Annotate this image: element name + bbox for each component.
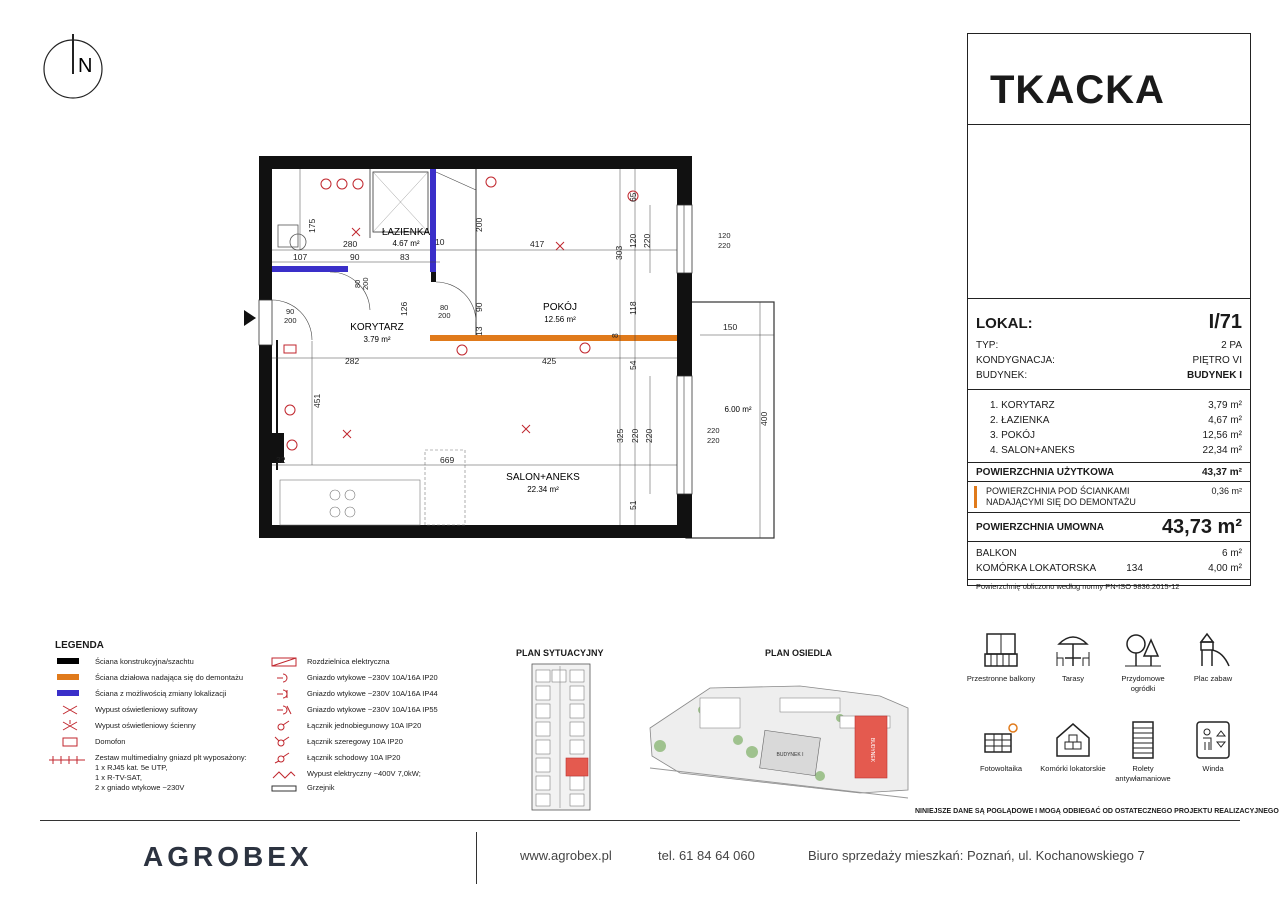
balcony-row — [968, 546, 1250, 561]
legend-item: 1 x RJ45 kat. 5e UTP, — [95, 763, 168, 772]
dim: 150 — [723, 322, 738, 332]
balcony-icon — [981, 630, 1021, 670]
dim: 120 — [718, 231, 731, 240]
kondygnacja-value: PIĘTRO VI — [1192, 355, 1242, 366]
dim: 32 — [276, 455, 286, 465]
dim: 220 — [642, 233, 652, 248]
dim: 669 — [440, 455, 455, 465]
dim: 417 — [530, 239, 545, 249]
amenity-elevator — [1178, 720, 1248, 774]
balcony-area: 6.00 m² — [724, 405, 752, 414]
dim: 220 — [644, 428, 654, 443]
room-list-item — [968, 428, 1250, 443]
balcony-value: 6 m² — [1222, 548, 1242, 559]
amenity-label: Plac zabaw — [1193, 674, 1233, 683]
amenity-playground — [1178, 630, 1248, 684]
dim: 51 — [628, 500, 638, 510]
project-title: TKACKA — [990, 68, 1165, 112]
panel-spacer — [968, 125, 1250, 299]
room-name-salon: SALON+ANEKS — [506, 472, 580, 483]
brand-logo: AGROBEX — [143, 841, 313, 872]
room-list-area: 4,67 m² — [1208, 415, 1242, 426]
demolish-wall-swatch — [57, 674, 79, 680]
budynek-value: BUDYNEK I — [1186, 370, 1242, 381]
legend-item: Wypust oświetleniowy ścienny — [95, 721, 196, 730]
room-list-area: 3,79 m² — [1208, 400, 1242, 411]
dim: 303 — [614, 245, 624, 260]
typ-value: 2 PA — [1221, 340, 1242, 351]
dim: 120 — [628, 233, 638, 248]
storage-value: 4,00 m² — [1208, 563, 1242, 574]
dim: 200 — [438, 311, 451, 320]
dim: 451 — [312, 393, 322, 408]
elevator-icon — [1193, 720, 1233, 760]
lokal-value: I/71 — [1208, 311, 1242, 333]
compass-north-icon — [40, 32, 106, 102]
legend-item: Ściana konstrukcyjna/szachtu — [95, 657, 194, 666]
storage-number: 134 — [1126, 563, 1143, 574]
usable-area-label: POWIERZCHNIA UŻYTKOWA — [976, 466, 1114, 478]
room-list-item — [968, 413, 1250, 428]
sales-office-address: Biuro sprzedaży mieszkań: Poznań, ul. Kochanowskiego 7 — [808, 848, 1145, 863]
norm-note: Powierzchnię obliczono według normy PN-ISO 9836:2015-12 — [968, 579, 1250, 593]
room-name-pokoj: POKÓJ — [543, 302, 577, 313]
estate-building-label: BUDYNEK — [869, 737, 875, 763]
solar-panel-icon — [981, 720, 1021, 760]
situational-plan-map — [528, 662, 594, 812]
legend-item: 1 x R-TV-SAT, — [95, 773, 142, 782]
dim: 200 — [474, 217, 484, 232]
typ-row — [968, 338, 1250, 353]
blinds-icon — [1123, 720, 1163, 760]
footer-divider — [40, 820, 1240, 821]
room-list-item — [968, 398, 1250, 413]
legend-title: LEGENDA — [55, 640, 104, 651]
dim: 126 — [399, 301, 409, 316]
demolishable-value: 0,36 m² — [1211, 486, 1242, 496]
kondygnacja-label: KONDYGNACJA: — [976, 355, 1055, 366]
dim: 54 — [628, 360, 638, 370]
dim: 10 — [435, 237, 445, 247]
room-list-area: 22,34 m² — [1202, 445, 1242, 456]
room-list-label: 4. SALON+ANEKS — [990, 445, 1075, 456]
structural-wall-swatch — [57, 658, 79, 664]
amenity-balconies — [966, 630, 1036, 684]
radiator-icon — [271, 785, 297, 793]
contract-area-row — [968, 512, 1250, 542]
estate-plan-map — [640, 668, 920, 808]
room-list-item — [968, 443, 1250, 458]
dim: 220 — [707, 426, 720, 435]
storage-row — [968, 561, 1250, 576]
demolishable-label-2: NADAJĄCYMI SIĘ DO DEMONTAŻU — [986, 497, 1136, 507]
amenity-label: Przydomowe ogródki — [1121, 674, 1165, 693]
dim: 80 — [440, 303, 449, 312]
amenity-label: Tarasy — [1061, 674, 1085, 683]
demolishable-walls-row — [968, 482, 1250, 512]
dim: 80 — [353, 279, 362, 288]
multimedia-outlet-icon — [47, 752, 87, 766]
room-area-pokoj: 12.56 m² — [544, 315, 576, 324]
room-area-salon: 22.34 m² — [527, 485, 559, 494]
single-switch-icon — [273, 720, 293, 732]
contract-area-value: 43,73 m² — [1161, 515, 1242, 538]
intercom-icon — [59, 736, 81, 748]
socket-ip55-icon — [273, 704, 293, 716]
dim: 13 — [474, 326, 484, 336]
amenity-label: Rolety antywłamaniowe — [1115, 764, 1171, 783]
amenity-storage — [1038, 720, 1108, 774]
legend-item: Gniazdo wtykowe ~230V 10A/16A IP44 — [307, 689, 438, 698]
socket-ip20-icon — [273, 672, 293, 684]
room-list — [968, 389, 1250, 458]
dim: 220 — [718, 241, 731, 250]
legend-item: Domofon — [95, 737, 126, 746]
dim: 280 — [343, 239, 358, 249]
contract-area-label: POWIERZCHNIA UMOWNA — [976, 521, 1104, 533]
amenity-terraces — [1038, 630, 1108, 684]
orange-wall-swatch — [974, 486, 977, 508]
power-outlet-400v-icon — [271, 768, 297, 780]
socket-ip44-icon — [273, 688, 293, 700]
lokal-label: LOKAL: — [976, 315, 1033, 332]
legend-item: Gniazdo wtykowe ~230V 10A/16A IP20 — [307, 673, 438, 682]
dim: 325 — [615, 428, 625, 443]
storage-label: KOMÓRKA LOKATORSKA — [976, 563, 1097, 574]
kondygnacja-row — [968, 353, 1250, 368]
usable-area-row — [968, 462, 1250, 482]
balcony-label: BALKON — [976, 548, 1017, 559]
ceiling-light-icon — [59, 704, 81, 716]
dim: 175 — [307, 218, 317, 233]
dim: 282 — [345, 356, 360, 366]
budynek-label: BUDYNEK: — [976, 370, 1028, 381]
dim: 65 — [628, 192, 638, 202]
amenity-label: Winda — [1202, 764, 1224, 773]
distribution-board-icon — [271, 657, 297, 667]
wall-light-icon — [59, 720, 81, 732]
series-switch-icon — [273, 736, 293, 748]
footer-vertical-divider — [476, 832, 477, 884]
dim: 90 — [350, 252, 360, 262]
dim: 425 — [542, 356, 557, 366]
floor-plan — [240, 150, 780, 545]
storage-icon — [1053, 720, 1093, 760]
unit-info-panel — [967, 33, 1251, 591]
playground-icon — [1193, 630, 1233, 670]
lokal-row — [968, 311, 1250, 334]
legend-item: Łącznik jednobiegunowy 10A IP20 — [307, 721, 422, 730]
situational-plan-title: PLAN SYTUACYJNY — [516, 648, 604, 658]
legend — [45, 640, 485, 800]
estate-building-label: BUDYNEK I — [776, 752, 804, 758]
legend-item: Łącznik schodowy 10A IP20 — [307, 753, 401, 762]
legend-item: Grzejnik — [307, 783, 335, 792]
compass-label: N — [78, 55, 93, 77]
dim: 200 — [361, 277, 370, 290]
dim: 400 — [759, 411, 769, 426]
room-name-lazienka: ŁAZIENKA — [381, 227, 431, 238]
legend-item: Zestaw multimedialny gniazd plt wyposażony: — [95, 753, 247, 762]
dim: 8 — [610, 333, 620, 338]
project-title-box — [968, 34, 1250, 125]
room-list-label: 3. POKÓJ — [990, 430, 1036, 441]
dim: 220 — [707, 436, 720, 445]
amenity-label: Komórki lokatorskie — [1040, 764, 1106, 773]
budynek-row — [968, 368, 1250, 383]
stair-switch-icon — [273, 752, 293, 764]
phone-number[interactable]: tel. 61 84 64 060 — [658, 848, 755, 863]
room-list-label: 1. KORYTARZ — [990, 400, 1055, 411]
dim: 220 — [630, 428, 640, 443]
dim: 200 — [284, 316, 297, 325]
terrace-icon — [1053, 630, 1093, 670]
movable-wall-swatch — [57, 690, 79, 696]
legend-item: Wypust elektryczny ~400V 7,0kW; — [307, 769, 421, 778]
legend-item: Ściana działowa nadająca się do demontażu — [95, 673, 244, 682]
legend-item: Rozdzielnica elektryczna — [307, 657, 390, 666]
room-list-area: 12,56 m² — [1202, 430, 1242, 441]
disclaimer: NINIEJSZE DANE SĄ POGLĄDOWE I MOGĄ ODBIEGAĆ OD OSTATECZNEGO PROJEKTU REALIZACYJNEGO — [915, 808, 1279, 815]
typ-label: TYP: — [976, 340, 999, 351]
dim: 118 — [628, 301, 638, 315]
dim: 90 — [286, 307, 295, 316]
room-name-korytarz: KORYTARZ — [350, 322, 404, 333]
legend-item: Wypust oświetleniowy sufitowy — [95, 705, 198, 714]
amenity-solar — [966, 720, 1036, 774]
dim: 90 — [474, 302, 484, 312]
amenity-label: Fotowoltaika — [979, 764, 1023, 773]
legend-item: Łącznik szeregowy 10A IP20 — [307, 737, 403, 746]
estate-plan-title: PLAN OSIEDLA — [765, 648, 833, 658]
garden-icon — [1123, 630, 1163, 670]
dim: 107 — [293, 252, 308, 262]
room-area-korytarz: 3.79 m² — [363, 335, 391, 344]
legend-item: Gniazdo wtykowe ~230V 10A/16A IP55 — [307, 705, 438, 714]
legend-item: 2 x gniado wtykowe ~230V — [95, 783, 185, 792]
dim: 83 — [400, 252, 410, 262]
demolishable-label-1: POWIERZCHNIA POD ŚCIANKAMI — [986, 486, 1130, 496]
amenity-gardens — [1108, 630, 1178, 694]
amenity-label: Przestronne balkony — [966, 674, 1036, 683]
room-list-label: 2. ŁAZIENKA — [990, 415, 1050, 426]
amenity-blinds — [1108, 720, 1178, 784]
website-link[interactable]: www.agrobex.pl — [520, 848, 612, 863]
usable-area-value: 43,37 m² — [1201, 466, 1242, 478]
room-area-lazienka: 4.67 m² — [392, 239, 420, 248]
legend-item: Ściana z możliwością zmiany lokalizacji — [95, 689, 227, 698]
